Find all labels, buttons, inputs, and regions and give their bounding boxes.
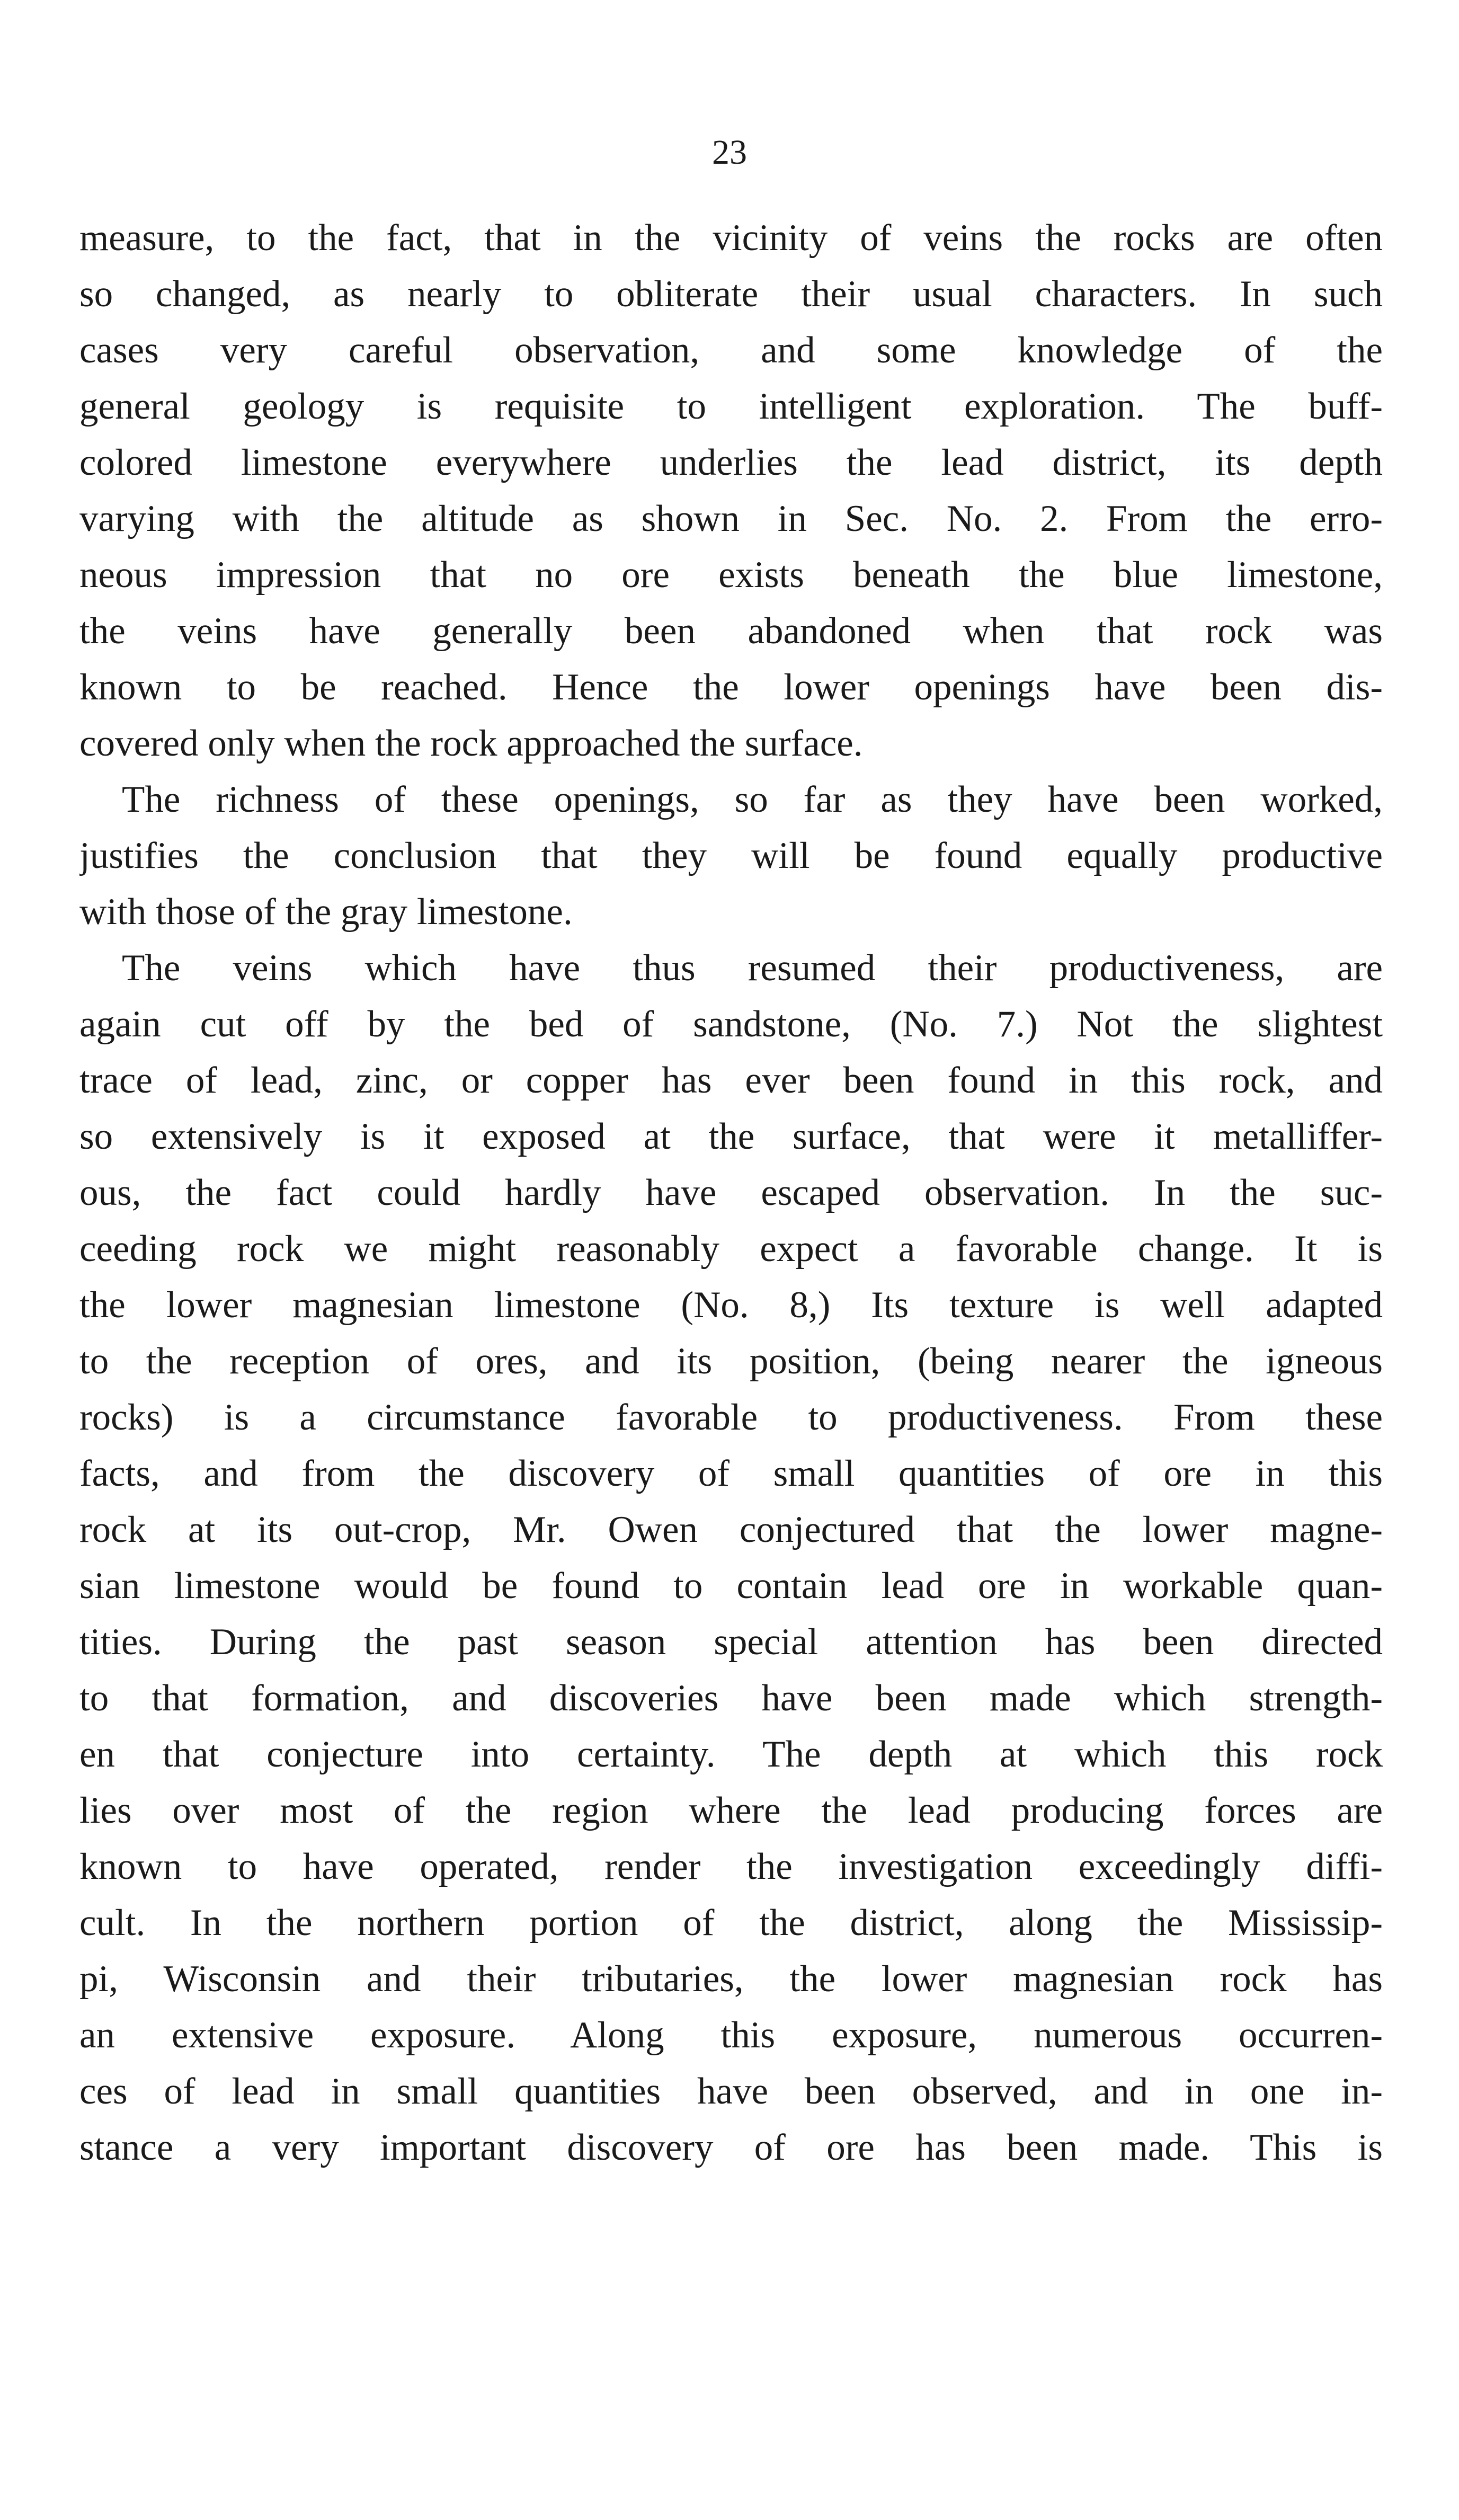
text-line: known to have operated, render the investigation exceedingly diffi- [79,1846,1383,1887]
text-line: neous impression that no ore exists beneath the blue limestone, [79,554,1383,596]
text-line: so extensively is it exposed at the surface, that were it metalliffer- [79,1116,1383,1157]
text-line: to that formation, and discoveries have been made which strength- [79,1678,1383,1719]
text-line: with those of the gray limestone. [79,891,573,933]
paragraph-3 [79,940,1383,2176]
text-line: en that conjecture into certainty. The depth at which this rock [79,1734,1383,1775]
text-line: cases very careful observation, and some knowledge of the [79,330,1383,371]
text-line: to the reception of ores, and its position, (being nearer the igneous [79,1341,1383,1382]
text-line: ous, the fact could hardly have escaped observation. In the suc- [79,1172,1383,1213]
text-line: pi, Wisconsin and their tributaries, the lower magnesian rock has [79,1958,1383,2000]
text-line: The richness of these openings, so far as they have been worked, [122,779,1383,820]
text-line: the lower magnesian limestone (No. 8,) Its texture is well adapted [79,1284,1383,1326]
paragraph-2 [79,771,1383,940]
text-line: sian limestone would be found to contain lead ore in workable quan- [79,1565,1383,1607]
text-line: lies over most of the region where the lead producing forces are [79,1790,1383,1831]
text-line: an extensive exposure. Along this exposure, numerous occurren- [79,2015,1383,2056]
text-line: cult. In the northern portion of the district, along the Mississip- [79,1902,1383,1944]
text-line: tities. During the past season special attention has been directed [79,1621,1383,1663]
text-line: rocks) is a circumstance favorable to productiveness. From these [79,1397,1383,1438]
text-line: again cut off by the bed of sandstone, (No. 7.) Not the slightest [79,1004,1383,1045]
text-line: known to be reached. Hence the lower openings have been dis- [79,667,1383,708]
text-line: justifies the conclusion that they will be found equally productive [79,835,1383,876]
text-line: measure, to the fact, that in the vicinity of veins the rocks are often [79,217,1383,259]
text-line: ceeding rock we might reasonably expect a favorable change. It is [79,1228,1383,1270]
text-line: rock at its out-crop, Mr. Owen conjectured that the lower magne- [79,1509,1383,1550]
text-line: facts, and from the discovery of small quantities of ore in this [79,1453,1383,1494]
text-line: the veins have generally been abandoned when that rock was [79,610,1383,652]
text-line: covered only when the rock approached the surface. [79,723,863,764]
text-line: trace of lead, zinc, or copper has ever been found in this rock, and [79,1060,1383,1101]
text-line: so changed, as nearly to obliterate their usual characters. In such [79,273,1383,315]
paragraph-1 [79,210,1383,771]
text-line: general geology is requisite to intelligent exploration. The buff- [79,386,1383,427]
text-line: stance a very important discovery of ore has been made. This is [79,2127,1383,2168]
text-line: ces of lead in small quantities have been observed, and in one in- [79,2071,1383,2112]
text-line: varying with the altitude as shown in Sec. No. 2. From the erro- [79,498,1383,539]
text-line: The veins which have thus resumed their productiveness, are [122,947,1383,989]
text-line: colored limestone everywhere underlies the lead district, its depth [79,442,1383,483]
body-text [79,210,1383,2176]
page-number: 23 [712,133,747,172]
